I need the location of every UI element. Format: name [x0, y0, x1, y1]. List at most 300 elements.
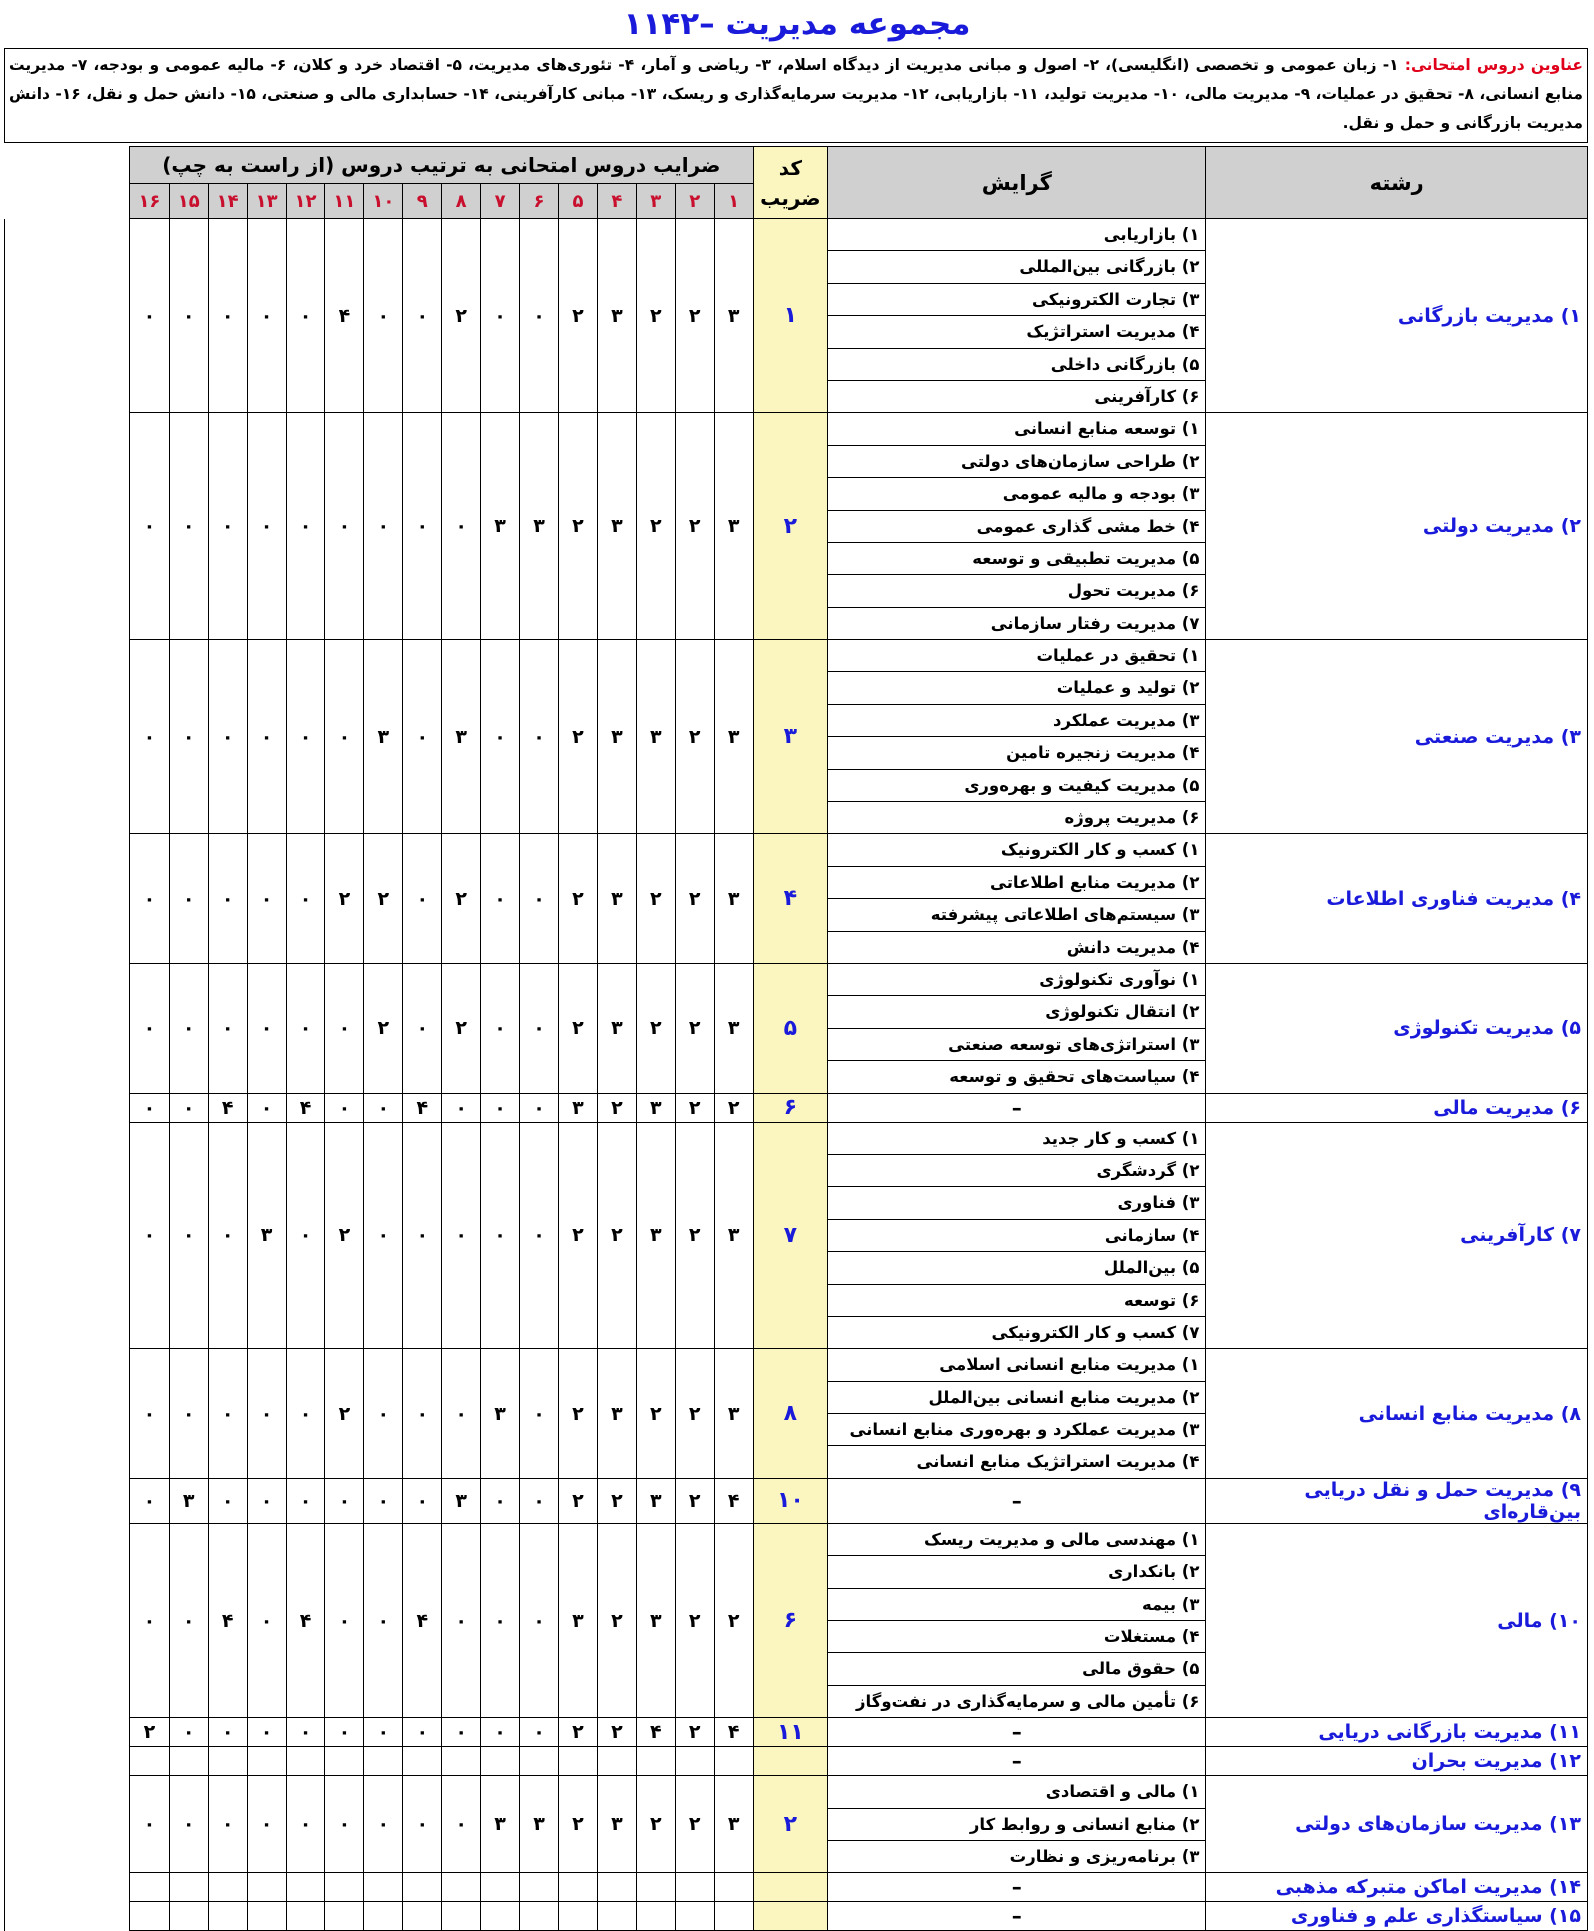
table-row — [5, 1523, 1588, 1717]
track-item: ۴) مدیریت زنجیره تامین — [828, 737, 1205, 769]
coefficient-cell: ۰ — [130, 1776, 170, 1873]
coefficient-cell: ۰ — [247, 1718, 286, 1747]
track-item: ۱) تحقیق در عملیات — [828, 640, 1205, 672]
coefficient-cell: ۰ — [130, 1523, 170, 1717]
coefficient-cell — [364, 1873, 403, 1902]
header-code-line1: کد — [778, 155, 802, 180]
coefficient-cell: ۰ — [130, 1478, 170, 1523]
coefficient-cell: ۰ — [130, 640, 170, 834]
margin-cell — [5, 1478, 130, 1523]
coefficient-cell: ۰ — [481, 834, 520, 964]
coefficient-cell: ۰ — [169, 1093, 208, 1122]
coefficient-cell: ۰ — [520, 1349, 559, 1479]
header-course-9: ۹ — [403, 184, 442, 219]
track-item: ۵) حقوق مالی — [828, 1653, 1205, 1685]
coefficient-cell: ۰ — [520, 963, 559, 1093]
margin-cell — [5, 1776, 130, 1873]
coefficient-cell: ۰ — [286, 219, 325, 413]
track-item: ۳) بیمه — [828, 1589, 1205, 1621]
coefficient-cell — [169, 1873, 208, 1902]
code-cell: ۱ — [753, 219, 828, 413]
coefficient-cell: ۰ — [247, 834, 286, 964]
coefficient-cell: ۰ — [481, 1122, 520, 1349]
track-item: ۲) طراحی سازمان‌های دولتی — [828, 446, 1205, 478]
header-course-4: ۴ — [597, 184, 636, 219]
code-cell: ۲ — [753, 413, 828, 640]
major-name: ۶) مدیریت مالی — [1206, 1093, 1588, 1122]
exam-subjects-label: عناوین دروس امتحانی: — [1404, 56, 1583, 74]
coefficient-cell — [520, 1873, 559, 1902]
coefficient-cell: ۴ — [208, 1093, 247, 1122]
coefficient-cell: ۳ — [520, 413, 559, 640]
coefficient-cell — [714, 1902, 753, 1931]
coefficient-cell — [481, 1873, 520, 1902]
coefficient-cell: ۰ — [130, 1349, 170, 1479]
coefficient-cell: ۳ — [597, 1349, 636, 1479]
track-item: ۵) بین‌الملل — [828, 1252, 1205, 1284]
code-cell: ۶ — [753, 1523, 828, 1717]
coefficient-cell: ۴ — [325, 219, 364, 413]
track-item: ۲) مدیریت منابع انسانی بین‌الملل — [828, 1382, 1205, 1414]
coefficient-cell — [130, 1873, 170, 1902]
coefficient-cell: ۰ — [286, 1349, 325, 1479]
track-dash: – — [1011, 1749, 1022, 1774]
table-row — [5, 413, 1588, 640]
coefficient-cell — [364, 1747, 403, 1776]
coefficient-cell — [558, 1747, 597, 1776]
coefficient-cell: ۳ — [636, 1478, 675, 1523]
coefficient-cell — [442, 1873, 481, 1902]
coefficient-cell: ۳ — [714, 1776, 753, 1873]
coefficient-cell — [130, 1747, 170, 1776]
coefficient-cell: ۲ — [714, 1093, 753, 1122]
table-row — [5, 1478, 1588, 1523]
coefficient-cell: ۲ — [597, 1718, 636, 1747]
margin-cell — [5, 1747, 130, 1776]
margin-cell — [5, 219, 130, 413]
track-cell — [828, 1902, 1206, 1931]
coefficient-cell: ۳ — [247, 1122, 286, 1349]
coefficient-cell: ۳ — [597, 219, 636, 413]
code-cell: ۲ — [753, 1776, 828, 1873]
coefficient-cell: ۰ — [442, 1093, 481, 1122]
header-course-10: ۱۰ — [364, 184, 403, 219]
coefficient-cell: ۰ — [130, 963, 170, 1093]
coefficient-cell: ۰ — [286, 1718, 325, 1747]
table-row — [5, 640, 1588, 834]
coefficient-cell: ۳ — [636, 1093, 675, 1122]
coefficient-cell — [286, 1747, 325, 1776]
coefficient-cell: ۲ — [558, 640, 597, 834]
coefficient-cell: ۲ — [636, 219, 675, 413]
major-name: ۲) مدیریت دولتی — [1206, 413, 1588, 640]
coefficient-cell — [208, 1747, 247, 1776]
track-dash: – — [1011, 1875, 1022, 1900]
coefficient-cell — [169, 1747, 208, 1776]
track-item: ۴) مدیریت دانش — [1066, 937, 1200, 957]
track-item: ۵) بازرگانی داخلی — [828, 349, 1205, 381]
track-item: ۵) مدیریت کیفیت و بهره‌وری — [828, 770, 1205, 802]
coefficient-cell: ۳ — [481, 1349, 520, 1479]
coefficient-cell: ۰ — [520, 1718, 559, 1747]
coefficient-cell: ۰ — [169, 413, 208, 640]
track-item: ۴) سازمانی — [828, 1220, 1205, 1252]
exam-subjects-box — [4, 48, 1588, 143]
header-course-7: ۷ — [481, 184, 520, 219]
major-name: ۸) مدیریت منابع انسانی — [1206, 1349, 1588, 1479]
coefficient-cell: ۰ — [403, 413, 442, 640]
coefficient-cell: ۲ — [325, 834, 364, 964]
track-item: ۱) توسعه منابع انسانی — [828, 413, 1205, 445]
track-item: ۱) مهندسی مالی و مدیریت ریسک — [828, 1524, 1205, 1556]
header-blank — [5, 147, 130, 219]
coefficient-cell: ۰ — [364, 219, 403, 413]
coefficient-cell: ۰ — [442, 1349, 481, 1479]
coefficient-cell: ۰ — [130, 1122, 170, 1349]
coefficient-cell: ۲ — [558, 1718, 597, 1747]
coefficient-cell: ۲ — [675, 834, 714, 964]
coefficient-cell: ۰ — [169, 963, 208, 1093]
coefficient-cell: ۰ — [169, 1349, 208, 1479]
header-course-12: ۱۲ — [286, 184, 325, 219]
coefficient-cell: ۳ — [597, 834, 636, 964]
track-item: ۳) استراتژی‌های توسعه صنعتی — [828, 1029, 1205, 1061]
coefficient-cell: ۰ — [520, 1478, 559, 1523]
track-item: ۶) تأمین مالی و سرمایه‌گذاری در نفت‌وگاز — [856, 1691, 1200, 1711]
coefficient-cell — [403, 1747, 442, 1776]
coefficient-cell: ۳ — [714, 963, 753, 1093]
coefficient-cell: ۲ — [675, 1093, 714, 1122]
coefficient-cell — [208, 1902, 247, 1931]
track-item: ۲) مدیریت منابع اطلاعاتی — [828, 867, 1205, 899]
coefficient-cell: ۰ — [481, 1478, 520, 1523]
coefficients-table — [4, 146, 1588, 1931]
coefficient-cell: ۰ — [325, 413, 364, 640]
track-item: ۴) مدیریت استراتژیک منابع انسانی — [916, 1452, 1200, 1472]
coefficient-cell: ۰ — [520, 834, 559, 964]
table-row — [5, 1718, 1588, 1747]
margin-cell — [5, 1718, 130, 1747]
major-name: ۱۵) سیاستگذاری علم و فناوری — [1206, 1902, 1588, 1931]
track-item: ۴) مستغلات — [828, 1621, 1205, 1653]
margin-cell — [5, 1093, 130, 1122]
track-item: ۱) کسب و کار الکترونیک — [828, 834, 1205, 866]
coefficient-cell: ۳ — [714, 219, 753, 413]
coefficient-cell: ۰ — [403, 1718, 442, 1747]
coefficient-cell: ۰ — [169, 1523, 208, 1717]
code-cell: ۵ — [753, 963, 828, 1093]
coefficient-cell: ۰ — [247, 963, 286, 1093]
track-cell — [828, 1523, 1206, 1717]
track-item: ۷) مدیریت رفتار سازمانی — [990, 613, 1200, 633]
track-dash: – — [1011, 1904, 1022, 1929]
coefficient-cell: ۰ — [208, 1776, 247, 1873]
coefficient-cell: ۲ — [675, 640, 714, 834]
table-row — [5, 834, 1588, 964]
coefficient-cell: ۰ — [325, 1478, 364, 1523]
coefficient-cell — [597, 1902, 636, 1931]
coefficient-cell: ۰ — [169, 219, 208, 413]
coefficient-cell — [597, 1747, 636, 1776]
track-cell — [828, 413, 1206, 640]
major-name: ۱۲) مدیریت بحران — [1206, 1747, 1588, 1776]
coefficient-cell: ۰ — [325, 1776, 364, 1873]
table-row — [5, 963, 1588, 1093]
track-item: ۵) مدیریت تطبیقی و توسعه — [828, 543, 1205, 575]
code-cell: ۳ — [753, 640, 828, 834]
coefficient-cell: ۰ — [520, 1093, 559, 1122]
track-item: ۱) کسب و کار جدید — [828, 1123, 1205, 1155]
coefficient-cell: ۳ — [714, 413, 753, 640]
header-course-8: ۸ — [442, 184, 481, 219]
margin-cell — [5, 413, 130, 640]
coefficient-cell — [558, 1902, 597, 1931]
coefficient-cell: ۳ — [714, 834, 753, 964]
coefficient-cell: ۰ — [286, 413, 325, 640]
coefficient-cell: ۲ — [558, 1776, 597, 1873]
track-cell — [828, 963, 1206, 1093]
coefficient-cell: ۳ — [714, 1349, 753, 1479]
coefficient-cell: ۲ — [714, 1523, 753, 1717]
coefficient-cell: ۳ — [442, 1478, 481, 1523]
coefficient-cell: ۲ — [636, 1349, 675, 1479]
major-name: ۵) مدیریت تکنولوژی — [1206, 963, 1588, 1093]
table-row — [5, 1873, 1588, 1902]
coefficient-cell: ۰ — [520, 219, 559, 413]
track-item: ۴) سیاست‌های تحقیق و توسعه — [949, 1067, 1200, 1087]
track-cell — [828, 834, 1206, 964]
coefficient-cell: ۰ — [364, 1718, 403, 1747]
track-item: ۲) انتقال تکنولوژی — [828, 996, 1205, 1028]
coefficient-cell — [636, 1747, 675, 1776]
coefficient-cell — [636, 1873, 675, 1902]
code-cell: ۱۰ — [753, 1478, 828, 1523]
coefficient-cell: ۲ — [675, 1478, 714, 1523]
major-name: ۱۳) مدیریت سازمان‌های دولتی — [1206, 1776, 1588, 1873]
coefficient-cell: ۳ — [481, 413, 520, 640]
table-row — [5, 1747, 1588, 1776]
coefficient-cell: ۰ — [208, 413, 247, 640]
coefficient-cell: ۲ — [558, 1122, 597, 1349]
coefficient-cell — [675, 1873, 714, 1902]
coefficient-cell: ۳ — [558, 1523, 597, 1717]
track-cell — [828, 219, 1206, 413]
coefficient-cell: ۲ — [636, 963, 675, 1093]
coefficient-cell: ۰ — [208, 1478, 247, 1523]
header-track: گرایش — [828, 147, 1206, 219]
header-course-1: ۱ — [714, 184, 753, 219]
coefficient-cell: ۰ — [520, 1122, 559, 1349]
coefficient-cell: ۰ — [403, 219, 442, 413]
coefficient-cell: ۰ — [247, 1478, 286, 1523]
coefficient-cell: ۳ — [169, 1478, 208, 1523]
coefficient-cell: ۰ — [208, 640, 247, 834]
exam-subjects-text: ۱- زبان عمومی و تخصصی (انگلیسی)، ۲- اصول و مبانی مدیریت از دیدگاه اسلام، ۳- ریاضی و آمار، ۴- تئوری‌های مدیریت، ۵- اقتصاد خرد و کلان، ۶- مالیه عمومی و بودجه، ۷- مدیریت منابع انسانی، ۸- تحقیق در عملیات، ۹- مدیریت مالی، ۱۰- مدیریت تولید، ۱۱- بازاریابی، ۱۲- مدیریت سرمایه‌گذاری و ریسک، ۱۳- مبانی کارآفرینی، ۱۴- حسابداری مالی و صنعتی، ۱۵- دانش حمل و نقل، ۱۶- دانش مدیریت بازرگانی و حمل و نقل. — [9, 56, 1584, 132]
coefficient-cell: ۳ — [597, 963, 636, 1093]
coefficient-cell — [247, 1747, 286, 1776]
coefficient-cell: ۲ — [597, 1523, 636, 1717]
coefficient-cell: ۰ — [130, 413, 170, 640]
margin-cell — [5, 1349, 130, 1479]
coefficient-cell: ۰ — [364, 413, 403, 640]
coefficient-cell: ۰ — [325, 963, 364, 1093]
margin-cell — [5, 1122, 130, 1349]
margin-cell — [5, 1873, 130, 1902]
header-course-11: ۱۱ — [325, 184, 364, 219]
coefficient-cell: ۲ — [364, 834, 403, 964]
coefficient-cell: ۰ — [364, 1093, 403, 1122]
track-item: ۶) توسعه — [828, 1285, 1205, 1317]
track-cell — [828, 1122, 1206, 1349]
header-course-16: ۱۶ — [130, 184, 170, 219]
coefficient-cell: ۰ — [364, 1349, 403, 1479]
coefficient-cell: ۴ — [714, 1478, 753, 1523]
coefficient-cell — [636, 1902, 675, 1931]
page-title: ۱۱۴۲– مجموعه مدیریت — [623, 6, 971, 42]
coefficient-cell: ۰ — [403, 1349, 442, 1479]
coefficient-cell — [286, 1902, 325, 1931]
coefficient-cell — [520, 1747, 559, 1776]
coefficient-cell: ۰ — [208, 963, 247, 1093]
coefficient-cell: ۰ — [247, 219, 286, 413]
track-item: ۲) تولید و عملیات — [828, 672, 1205, 704]
track-item: ۶) مدیریت پروژه — [1064, 808, 1200, 828]
track-dash: – — [1011, 1720, 1022, 1745]
coefficient-cell — [364, 1902, 403, 1931]
coefficient-cell: ۰ — [169, 1776, 208, 1873]
coefficient-cell: ۰ — [403, 1478, 442, 1523]
coefficient-cell: ۳ — [558, 1093, 597, 1122]
track-item: ۳) سیستم‌های اطلاعاتی پیشرفته — [828, 899, 1205, 931]
coefficient-cell: ۰ — [208, 1349, 247, 1479]
header-course-15: ۱۵ — [169, 184, 208, 219]
coefficient-cell: ۲ — [558, 963, 597, 1093]
coefficient-cell: ۳ — [714, 640, 753, 834]
coefficient-cell: ۰ — [364, 1523, 403, 1717]
coefficient-cell — [520, 1902, 559, 1931]
header-code — [753, 147, 828, 219]
major-name: ۴) مدیریت فناوری اطلاعات — [1206, 834, 1588, 964]
coefficient-cell: ۳ — [636, 1122, 675, 1349]
coefficient-cell: ۴ — [208, 1523, 247, 1717]
track-item: ۳) تجارت الکترونیکی — [828, 284, 1205, 316]
code-cell — [753, 1902, 828, 1931]
coefficient-cell — [442, 1902, 481, 1931]
coefficient-cell — [558, 1873, 597, 1902]
coefficient-cell — [675, 1902, 714, 1931]
coefficient-cell — [169, 1902, 208, 1931]
coefficient-cell: ۰ — [364, 1122, 403, 1349]
table-row — [5, 219, 1588, 413]
coefficient-cell: ۲ — [597, 1122, 636, 1349]
coefficient-cell: ۰ — [286, 640, 325, 834]
coefficient-cell: ۲ — [675, 1776, 714, 1873]
header-major: رشته — [1206, 147, 1588, 219]
code-cell: ۷ — [753, 1122, 828, 1349]
track-cell — [828, 1349, 1206, 1479]
track-dash: – — [1011, 1488, 1022, 1513]
coefficient-cell — [208, 1873, 247, 1902]
track-item: ۱) بازاریابی — [828, 219, 1205, 251]
coefficient-cell — [325, 1902, 364, 1931]
track-item: ۶) مدیریت تحول — [828, 575, 1205, 607]
margin-cell — [5, 963, 130, 1093]
coefficient-cell: ۰ — [325, 640, 364, 834]
header-code-line2: ضریب — [760, 185, 821, 210]
coefficient-cell — [481, 1902, 520, 1931]
coefficient-cell: ۰ — [247, 413, 286, 640]
coefficient-cell: ۰ — [130, 219, 170, 413]
coefficient-cell: ۳ — [364, 640, 403, 834]
coefficient-cell: ۰ — [403, 1776, 442, 1873]
major-name: ۹) مدیریت حمل و نقل دریایی بین‌قاره‌ای — [1206, 1478, 1588, 1523]
track-item: ۱) مالی و اقتصادی — [828, 1776, 1205, 1808]
coefficient-cell: ۰ — [481, 219, 520, 413]
track-cell — [828, 1718, 1206, 1747]
coefficient-cell: ۰ — [364, 1776, 403, 1873]
coefficient-cell: ۰ — [442, 1523, 481, 1717]
coefficient-cell: ۰ — [169, 1718, 208, 1747]
track-cell — [828, 640, 1206, 834]
major-name: ۷) کارآفرینی — [1206, 1122, 1588, 1349]
coefficient-cell: ۲ — [675, 413, 714, 640]
code-cell — [753, 1873, 828, 1902]
header-course-14: ۱۴ — [208, 184, 247, 219]
coefficient-cell: ۲ — [130, 1718, 170, 1747]
coefficient-cell: ۰ — [286, 1122, 325, 1349]
header-course-2: ۲ — [675, 184, 714, 219]
coefficient-cell: ۳ — [597, 640, 636, 834]
coefficient-cell: ۲ — [597, 1478, 636, 1523]
coefficient-cell: ۳ — [481, 1776, 520, 1873]
track-item: ۲) بازرگانی بین‌المللی — [828, 251, 1205, 283]
table-row — [5, 1902, 1588, 1931]
coefficient-cell — [481, 1747, 520, 1776]
track-item: ۷) کسب و کار الکترونیکی — [991, 1322, 1200, 1342]
coefficient-cell: ۰ — [481, 1718, 520, 1747]
track-item: ۲) بانکداری — [828, 1556, 1205, 1588]
major-name: ۱۴) مدیریت اماکن متبرکه مذهبی — [1206, 1873, 1588, 1902]
coefficient-cell — [403, 1873, 442, 1902]
coefficient-cell: ۳ — [597, 1776, 636, 1873]
coefficient-cell: ۲ — [442, 219, 481, 413]
coefficient-cell: ۰ — [208, 1718, 247, 1747]
code-cell: ۴ — [753, 834, 828, 964]
margin-cell — [5, 834, 130, 964]
major-name: ۱۰) مالی — [1206, 1523, 1588, 1717]
table-row — [5, 1349, 1588, 1479]
track-item: ۴) خط مشی گذاری عمومی — [828, 511, 1205, 543]
coefficient-cell: ۲ — [597, 1093, 636, 1122]
header-course-6: ۶ — [520, 184, 559, 219]
header-course-5: ۵ — [558, 184, 597, 219]
header-coefficients: ضرایب دروس امتحانی به ترتیب دروس (از راست به چپ) — [130, 147, 754, 184]
coefficient-cell: ۲ — [364, 963, 403, 1093]
coefficient-cell: ۲ — [636, 834, 675, 964]
coefficient-cell: ۰ — [247, 1349, 286, 1479]
coefficient-cell: ۲ — [636, 413, 675, 640]
coefficient-cell: ۰ — [169, 640, 208, 834]
coefficient-cell: ۰ — [442, 1122, 481, 1349]
coefficient-cell: ۴ — [636, 1718, 675, 1747]
coefficient-cell: ۰ — [325, 1093, 364, 1122]
track-dash: – — [1011, 1095, 1022, 1120]
coefficient-cell — [714, 1747, 753, 1776]
coefficient-cell: ۰ — [208, 219, 247, 413]
code-cell: ۱۱ — [753, 1718, 828, 1747]
coefficient-cell: ۳ — [636, 640, 675, 834]
coefficient-cell — [247, 1873, 286, 1902]
